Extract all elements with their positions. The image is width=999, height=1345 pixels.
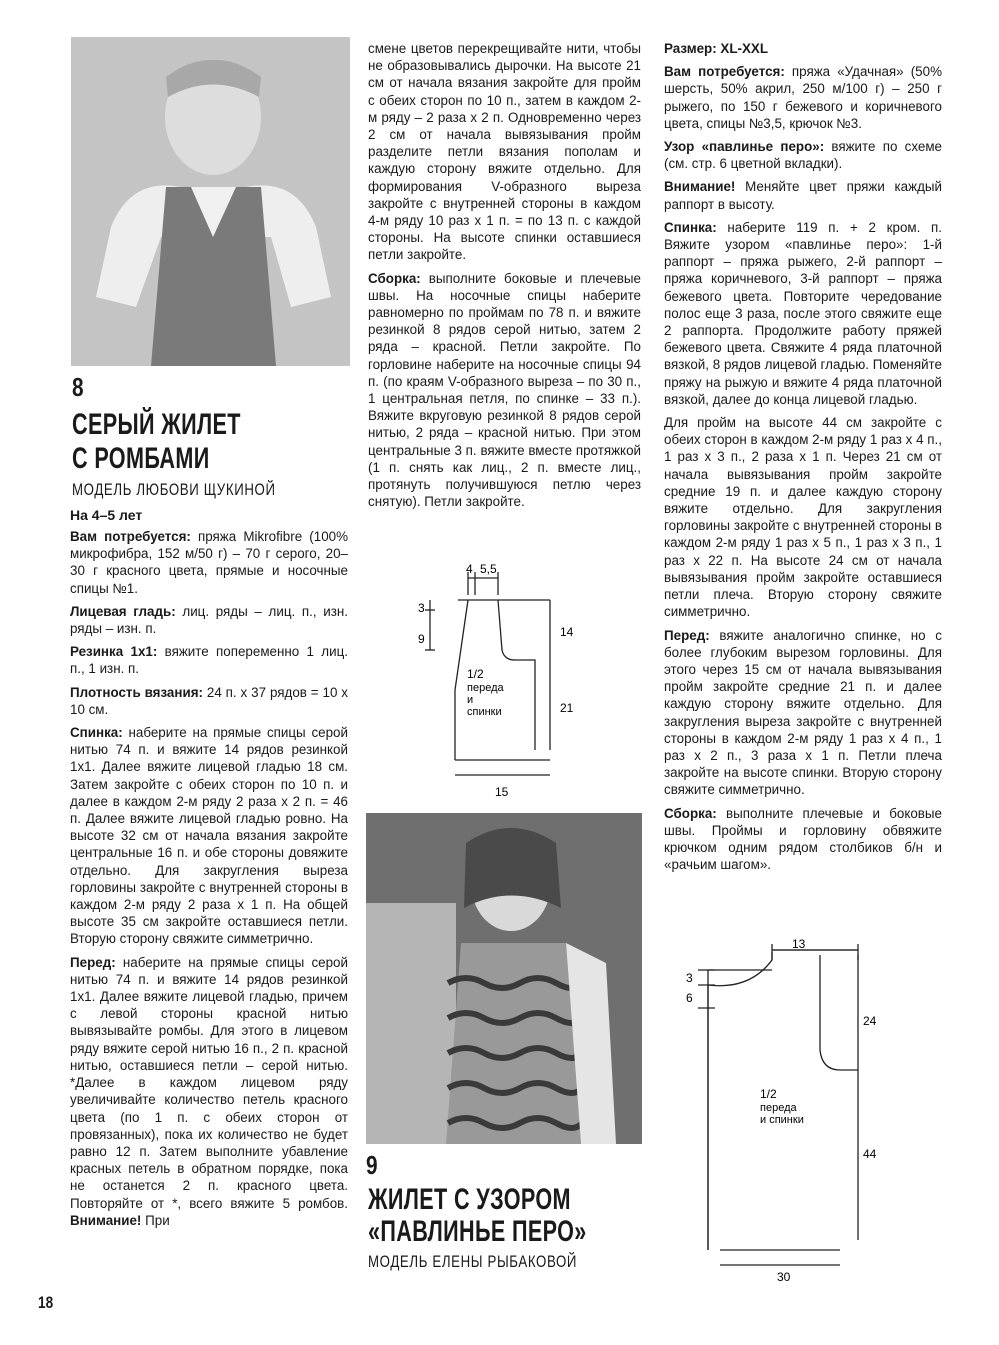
dim-label: 5,5 [480,562,497,576]
photo-boy-vest [71,37,350,366]
paragraph: Перед: вяжите аналогично спинке, но с более глубоким вырезом горловины. Для этого через 15 см от начала вывязывания пройм закройте средние 21 п. и далее каждую сторону вяжите отдельно. Для закругления выреза закройте с внутренней стороны в каждом 2-м ряду 1 раз х 4 п., 1 раз х 2 п., 3 раза х 1 п. Петли плеча закройте на высоте спинки. Вторую сторону свяжите симметрично. [664,627,942,798]
photo-woman-vest [366,813,642,1144]
page-number: 18 [38,1293,54,1312]
dim-label: 24 [863,1014,877,1028]
paragraph: Для пройм на высоте 44 см закройте с обеих сторон в каждом 2-м ряду 1 раз х 4 п., 1 раз х 3 п., 2 раза х 1 п. Через 21 см от начала вывязывания пройм закройте средние 19 п. и далее каждую сторону вяжите отдельно. Для закругления горловины закройте с внутренней стороны в каждом 2-м ряду 1 раз х 5 п., 1 раз х 3 п., 1 раз х 22 п. На высоте 24 см от начала вывязывания пройм закройте оставшиеся петли плеча. Вторую сторону свяжите симметрично. [664,415,942,620]
paragraph: Спинка: наберите 119 п. + 2 кром. п. Вяжите узором «павлинье перо»: 1-й раппорт – пряжа рыжего, 2-й раппорт – пряжа коричневого, 3-й раппорт – пряжа бежевого цвета. Повторите чередование полос еще 3 раза, после этого свяжите еще 2 раппорта. Продолжите работу пряжей бежевого цвета. Свяжите 4 ряда платочной вязкой, 8 рядов лицевой гладью. Поменяйте пряжу на рыжую и вяжите 4 ряда платочной вязкой, далее до конца лицевой гладью. [664,219,942,407]
paragraph: Вам потребуется: пряжа Mikrofibre (100% микрофибра, 152 м/50 г) – 70 г серого, 20–30 г красного цвета, прямые и носочные спицы №1. [70,529,348,596]
age-label: На 4–5 лет [70,507,143,523]
schema-label: переда [760,1102,797,1114]
dim-label: 14 [560,625,574,639]
paragraph: Узор «павлинье перо»: вяжите по схеме (см. стр. 6 цветной вкладки). [664,139,942,172]
schema-article9 [680,930,890,1290]
paragraph: смене цветов перекрещивайте нити, чтобы не образовывались дырочки. На высоте 21 см от начала вязания закройте для пройм с обеих сторон по 10 п., затем в каждом 2-м ряду – 2 раза х 2 п. Одновременно через 2 см от начала вывязывания пройм разделите петли вязания пополам и каждую сторону вяжите отдельно. Для формирования V-образного выреза закройте с внутренней стороны в каждом 4-м ряду 10 раз х 1 п. = по 13 п. с каждой стороны. На высоте спинки оставшиеся петли закройте. [368,41,641,263]
article-author: МОДЕЛЬ ЕЛЕНЫ РЫБАКОВОЙ [368,1252,578,1271]
paragraph: Внимание! Меняйте цвет пряжи каждый раппорт в высоту. [664,179,942,212]
schema-article8 [410,560,600,800]
dim-label: 30 [777,1270,791,1284]
paragraph: Перед: наберите на прямые спицы серой нитью 74 п. и вяжите 14 рядов резинкой 1x1. Далее вяжите лицевой гладью, причем с левой стороны красной нитью вывязывайте ромбы. Для этого в лицевом ряду вяжите серой нитью 16 п., 2 п. красной нитью, оставшиеся петли – серой нитью. *Далее в каждом лицевом ряду увеличивайте количество петель красного цвета (по 1 п. с обеих сторон от провязанных), пока их количество не будет равно 12 п. Затем выполните убавление красных петель в обратном порядке, пока не останется 2 п. красного цвета. Повторяйте от *, всего вяжите 5 ромбов. Внимание! При [70,954,348,1228]
schema-label: и [467,694,474,706]
dim-label: 9 [418,632,425,646]
dim-label: 3 [418,601,425,615]
schema-label: спинки [467,706,502,718]
paragraph: Плотность вязания: 24 п. х 37 рядов = 10 х 10 см. [70,684,348,717]
schema-label: 1/2 [467,667,484,681]
dim-label: 44 [863,1147,877,1161]
paragraph: Резинка 1x1: вяжите попеременно 1 лиц. п., 1 изн. п. [70,644,348,677]
article8-text-column2 [368,40,641,516]
schema-label: переда [467,682,504,694]
dim-label: 21 [560,701,574,715]
paragraph: Лицевая гладь: лиц. ряды – лиц. п., изн. ряды – изн. п. [70,603,348,637]
paragraph: Сборка: выполните плечевые и боковые швы. Проймы и горловину обвяжите крючком одним рядом столбиков б/н и «рачьим шагом». [664,805,942,873]
dim-label: 15 [495,785,509,799]
article9-text-column [664,40,942,879]
schema-label: и спинки [760,1114,804,1126]
dim-label: 6 [686,991,693,1005]
dim-label: 4 [466,562,473,576]
article-title-line2: «ПАВЛИНЬЕ ПЕРО» [368,1215,587,1248]
article-number: 8 [72,372,84,402]
paragraph: Спинка: наберите на прямые спицы серой нитью 74 п. и вяжите 14 рядов резинкой 1x1. Далее вяжите лицевой гладью 18 см. Затем закройте с обеих сторон по 10 п. и далее в каждом 2-м ряду 2 раза х 2 п. = 46 п. Далее вяжите лицевой гладью ровно. На высоте 32 см от начала вязания закройте центральные 16 п. и обе стороны довяжите отдельно. Для закругления выреза горловины закройте с внутренней стороны в каждом 2-м ряду 2 раза х 1 п. На общей высоте 35 см закройте оставшиеся петли. Вторую сторону свяжите симметрично. [70,725,348,947]
paragraph: Размер: XL-XXL [664,41,769,56]
dim-label: 13 [792,937,806,951]
article-author: МОДЕЛЬ ЛЮБОВИ ЩУКИНОЙ [72,480,276,499]
paragraph: Вам потребуется: пряжа «Удачная» (50% шерсть, 50% акрил, 250 м/100 г) – 250 г рыжего, по 150 г бежевого и коричневого цвета, спицы №3,5, крючок №3. [664,64,942,131]
dim-label: 3 [686,971,693,985]
schema-label: 1/2 [760,1087,777,1101]
article-title-line1: СЕРЫЙ ЖИЛЕТ [72,408,241,441]
article-number: 9 [366,1150,378,1180]
article8-text-column1 [70,528,348,1235]
article-title-line1: ЖИЛЕТ С УЗОРОМ [368,1183,571,1216]
article-title-line2: С РОМБАМИ [72,442,210,475]
paragraph: Сборка: выполните боковые и плечевые швы. На носочные спицы наберите равномерно по проймам по 78 п. и вяжите резинкой 8 рядов серой нитью, затем 2 ряда – красной. Петли закройте. По горловине наберите на носочные спицы 94 п. (по краям V-образного выреза – по 30 п., 1 центральная петля, по спинке – 33 п.). Вяжите вкруговую резинкой 8 рядов серой нитью, 2 ряда – красной нитью. При этом центральные 3 п. вяжите вместе протяжкой (1 п. снять как лиц., 2 п. вместе лиц., протянуть получившуюся петлю через снятую). Петли закройте. [368,270,641,510]
